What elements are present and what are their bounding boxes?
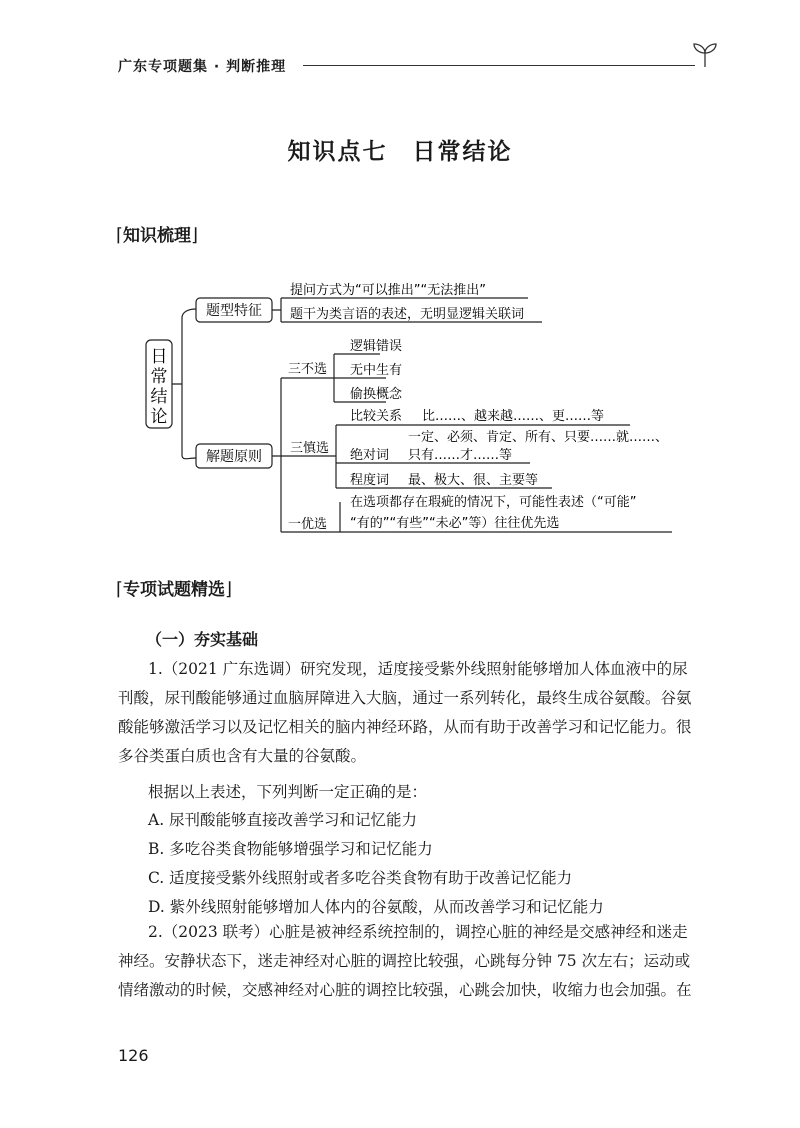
page-title: 知识点七 日常结论 <box>287 139 513 165</box>
group-label-caution: 三慎选 <box>290 441 330 456</box>
option-a: A. 尿刊酸能够直接改善学习和记忆能力 <box>148 811 418 829</box>
feature-item: 提问方式为“可以推出”“无法推出” <box>290 283 486 298</box>
caution-item-desc: 最、极大、很、主要等 <box>408 473 539 488</box>
avoid-item: 逻辑错误 <box>350 339 403 354</box>
section-heading-questions <box>116 575 232 600</box>
option-c: C. 适度接受紫外线照射或者多吃谷类食物有助于改善记忆能力 <box>148 869 573 887</box>
branch-label-principles: 解题原则 <box>206 449 262 465</box>
caution-item-name: 程度词 <box>350 473 390 488</box>
stem-line: 神经。安静状态下，迷走神经对心脏的调控比较强，心跳每分钟 75 次左右；运动或 <box>118 952 691 970</box>
stem-line: 酸能够激活学习以及记忆相关的脑内神经环路，从而有助于改善学习和记忆能力。很 <box>118 718 692 736</box>
prefer-desc: “有的”“有些”“未必”等）往往优先选 <box>350 516 560 531</box>
question-2-stem <box>118 918 718 1005</box>
right-bracket: ⌋ <box>225 579 233 600</box>
page-number: 126 <box>118 1046 149 1065</box>
running-header: 广东专项题集 · 判断推理 <box>118 59 287 75</box>
section-label: 专项试题精选 <box>123 580 226 600</box>
section-label: 知识梳理 <box>123 226 192 246</box>
left-bracket: ⌈ <box>116 579 124 600</box>
group-label-prefer: 一优选 <box>288 517 328 532</box>
branch-label-features: 题型特征 <box>206 303 262 319</box>
right-bracket: ⌋ <box>191 225 199 246</box>
group-label-avoid: 三不选 <box>288 362 328 377</box>
stem-line: 情绪激动的时候，交感神经对心脏的调控比较强，心跳会加快，收缩力也会加强。在 <box>118 981 692 999</box>
prefer-desc: 在选项都存在瑕疵的情况下，可能性表述（“可能” <box>350 495 637 510</box>
left-bracket: ⌈ <box>116 225 124 246</box>
caution-item-name: 比较关系 <box>350 409 403 424</box>
option-d: D. 紫外线照射能够增加人体内的谷氨酸，从而改善学习和记忆能力 <box>148 898 604 916</box>
avoid-item: 无中生有 <box>350 363 403 378</box>
mindmap-root-char: 论 <box>150 407 168 427</box>
stem-line: 1.（2021 广东选调）研究发现，适度接受紫外线照射能够增加人体血液中的尿 <box>148 660 688 678</box>
caution-item-desc: 只有……才……等 <box>408 448 513 463</box>
option-b: B. 多吃谷类食物能够增强学习和记忆能力 <box>148 840 433 858</box>
mindmap-root-char: 常 <box>150 367 168 387</box>
stem-line: 刊酸，尿刊酸能够通过血脑屏障进入大脑，通过一系列转化，最终生成谷氨酸。谷氨 <box>118 689 692 707</box>
avoid-item: 偷换概念 <box>350 387 403 402</box>
mindmap-root-char: 日 <box>150 347 168 367</box>
caution-item-desc: 比……、越来越……、更……等 <box>422 409 605 424</box>
stem-line: 2.（2023 联考）心脏是被神经系统控制的，调控心脏的神经是交感神经和迷走 <box>148 923 688 941</box>
question-1-stem <box>118 655 718 771</box>
caution-item-desc: 一定、必须、肯定、所有、只要……就……、 <box>408 430 669 445</box>
caution-item-name: 绝对词 <box>350 448 390 463</box>
feature-item: 题干为类言语的表述，无明显逻辑关联词 <box>290 307 525 322</box>
stem-line: 多谷类蛋白质也含有大量的谷氨酸。 <box>118 747 367 765</box>
mindmap-root-char: 结 <box>150 387 168 407</box>
subsection-heading: （一）夯实基础 <box>146 630 259 649</box>
question-1-prompt: 根据以上表述，下列判断一定正确的是： <box>148 783 428 801</box>
